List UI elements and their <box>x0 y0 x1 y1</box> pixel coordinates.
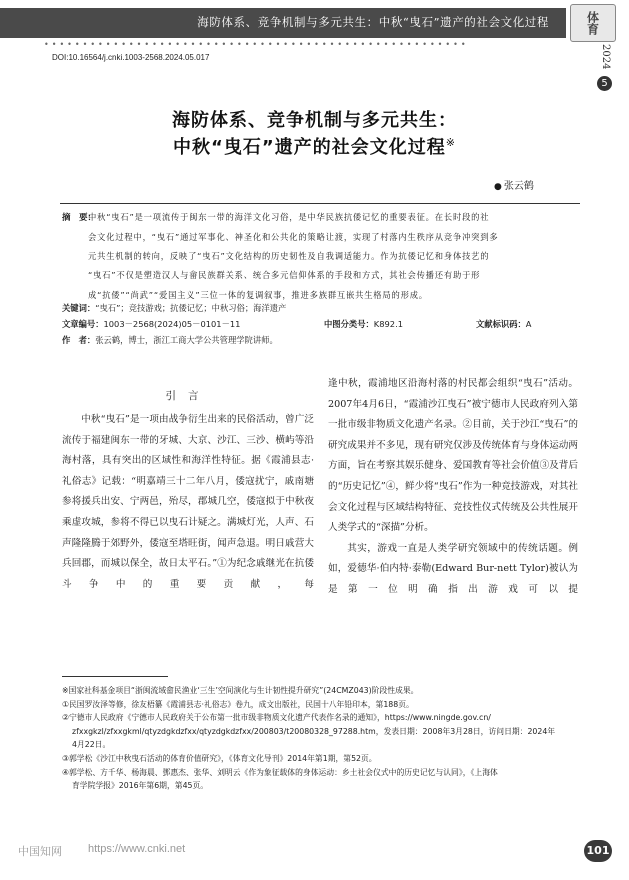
footnotes <box>62 684 555 793</box>
text-line: nett Tylor)被认为是第一位明确指出游戏可以提 <box>328 563 578 595</box>
footnote-4-cont: 育学院学报》2016年第6期，第45页。 <box>72 781 209 791</box>
site-url[interactable]: https://www.cnki.net <box>88 843 186 855</box>
title-footnote-mark: ※ <box>445 136 456 149</box>
text-line: 安、宁两邑，殆尽，郡城几空，倭寇拟于中秋夜乘虚 <box>62 496 315 528</box>
text-line: 后的“历史记忆”④，鲜少将“曳石”作为一种竞技游 <box>328 460 579 492</box>
logo-text: 体育 <box>585 11 600 35</box>
footnote-fund: ※国家社科基金项目“浙闽流域畲民渔业‘三生’空间演化与生计韧性提升研究”(24CMZ043)阶段性成果。 <box>62 686 419 695</box>
abstract-top-rule <box>60 203 580 204</box>
text-line: 海洋性特征。据《霞浦县志·礼俗志》记载：“明嘉 <box>62 455 314 487</box>
text-line: 攻城，参将不得已以曳石计疑之。满城灯光，人 <box>81 516 286 528</box>
clc-value: K892.1 <box>373 319 403 329</box>
text-line: 录。②目前，关于沙江“曳石”的研究成果并不多 <box>328 419 579 451</box>
footnote-2-cont: 4月22日。 <box>72 740 111 750</box>
title-line-1: 海防体系、竞争机制与多元共生： <box>172 110 457 131</box>
paragraph <box>328 539 578 601</box>
author-info <box>62 334 278 346</box>
text-line: 其实，游戏一直是人类学研究领域中的传统 <box>347 542 539 554</box>
text-line: 动，曾广泛流传于福建闽东一带的牙城、大京、沙 <box>62 414 314 446</box>
dot-divider: ••••••••••••••••••••••••••••••••••••••••••••••••••••••• <box>44 40 469 49</box>
left-column <box>62 410 314 595</box>
text-line: 戏，对其社会文化过程与区域结构特征、竞技性仪 <box>328 480 579 513</box>
document-code-value: A <box>525 319 532 329</box>
text-line: 逢中秋，霞浦地区沿海村落的村民都会组织“曳 <box>328 378 534 389</box>
title-line-2-text: 中秋“曳石”遗产的社会文化过程 <box>173 137 446 158</box>
document-code-label: 文献标识码： <box>476 319 526 329</box>
keywords <box>62 302 286 314</box>
clc-label: 中图分类号： <box>324 319 374 329</box>
text-line: 退。明日戚营大兵回郡，而城以保全，故日太平 <box>62 537 315 570</box>
running-title: 海防体系、竞争机制与多元共生：中秋“曳石”遗产的社会文化过程 <box>197 15 549 29</box>
abstract-line: 元共生机制的转向，反映了“曳石”文化结构的历史韧性及自我调适能力。作为抗倭记忆和身体技艺的 <box>88 251 490 261</box>
year-label: 2024 <box>600 44 611 70</box>
abstract-line: 成“抗倭”“尚武”“爱国主义”三位一体的复调叙事，推进多族群互嵌共生格局的形成。 <box>88 290 428 300</box>
footnote-4: ④郭学松、方千华、杨海晨、鄧惠杰、张华、刘明云《作为象征载体的身体运动：乡土社会仪式中的历史记忆与认同》，《上海体 <box>62 767 498 777</box>
footnote-1: ①民国罗汝泽等修，徐友梧纂《霞浦县志·礼俗志》卷九，成文出版社，民国十八年铅印本，第188页。 <box>62 699 414 709</box>
text-line: 式传统及公共性展开人类学式的“深描”分析。 <box>328 501 579 534</box>
abstract-label: 摘 要： <box>62 213 97 223</box>
footnote-2: ②宁德市人民政府《宁德市人民政府关于公布第一批市级非物质文化遗产代表作名录的通知》，https://www.ningde.gov.cn/ <box>62 713 491 723</box>
paragraph <box>328 374 578 539</box>
site-watermark: 中国知网 <box>18 845 62 858</box>
text-line: 石。”①为纪念戚继光在抗倭斗争中的重要贡献，每 <box>62 558 315 590</box>
clc-number <box>324 318 403 330</box>
footnote-rule <box>62 676 168 677</box>
text-line: 话题。例如，爱德华·伯内特·泰勒(Edward Bur- <box>328 542 579 575</box>
article-number-label: 文章编号： <box>62 319 104 329</box>
author-name: 张云鹤 <box>503 181 534 192</box>
footnote-2-url[interactable]: zfxxgkzl/zfxxgkml/qtyzdgkdzfxx/qtyzdgkdzfxx/200803/t20080328_97288.htm，发表日期：2008年3月28日，访问日期：2024年 <box>72 726 556 736</box>
page-number: 101 <box>584 840 612 862</box>
article-number <box>62 318 240 330</box>
paragraph <box>62 410 314 595</box>
article-number-value: 1003－2568(2024)05－0101－11 <box>103 319 241 329</box>
text-line: 靖三十二年八月，倭寇扰宁，戚南塘参将援兵出 <box>62 475 315 508</box>
author-bullet: ● <box>494 182 502 192</box>
issue-badge: 5 <box>597 76 612 91</box>
author-line <box>494 177 534 192</box>
text-line: 见，现有研究仅涉及传统体育与身体运动两方面， <box>328 439 579 472</box>
title-line-2 <box>0 133 629 159</box>
author-info-value: 张云鹤，博士，浙江工商大学公共管理学院讲师。 <box>95 335 278 345</box>
author-info-label: 作 者： <box>62 335 96 345</box>
keywords-label: 关键词： <box>62 303 96 313</box>
footnote-3: ③郭学松《沙江中秋曳石活动的体育价值研究》，《体育文化导刊》2014年第1期，第52页。 <box>62 753 377 763</box>
abstract-line: 会文化过程中，“曳石”通过军事化、神圣化和公共化的策略让渡，实现了村落内生秩序从竞争冲突到多 <box>88 232 499 242</box>
abstract-line: 中秋“曳石”是一项流传于闽东一带的海洋文化习俗，是中华民族抗倭记忆的重要表征。在长时段的社 <box>88 212 490 222</box>
text-line: 德市人民政府列入第一批市级非物质文化遗产名 <box>328 398 578 431</box>
document-code <box>476 318 531 330</box>
text-line: 石”活动。2007年4月6日，“霞浦沙江曳石”被宁 <box>328 378 579 410</box>
text-line: 江、三沙、横屿等沿海村落，具有突出的区域性和 <box>62 434 315 467</box>
abstract-line: “曳石”不仅是塑造汉人与畲民族群关系、统合多元信仰体系的手段和方式，其社会传播还有助于形 <box>88 270 481 280</box>
keywords-value: “曳石”；竞技游戏；抗倭记忆；中秋习俗；海洋遗产 <box>95 303 287 313</box>
section-heading: 引言 <box>165 390 211 402</box>
text-line: 声、石声隆隆腾于郊野外，倭寇至塔旺街，闻声急 <box>62 516 315 549</box>
journal-logo <box>570 4 616 42</box>
text-line: 中秋“曳石”是一项由战争衍生出来的民俗活 <box>81 414 266 425</box>
text-line: 旨在考察其娱乐健身、爱国教育等社会价值③及背 <box>356 460 569 472</box>
right-column <box>328 374 578 601</box>
doi-text[interactable]: DOI:10.16564/j.cnki.1003-2568.2024.05.017 <box>52 53 210 62</box>
